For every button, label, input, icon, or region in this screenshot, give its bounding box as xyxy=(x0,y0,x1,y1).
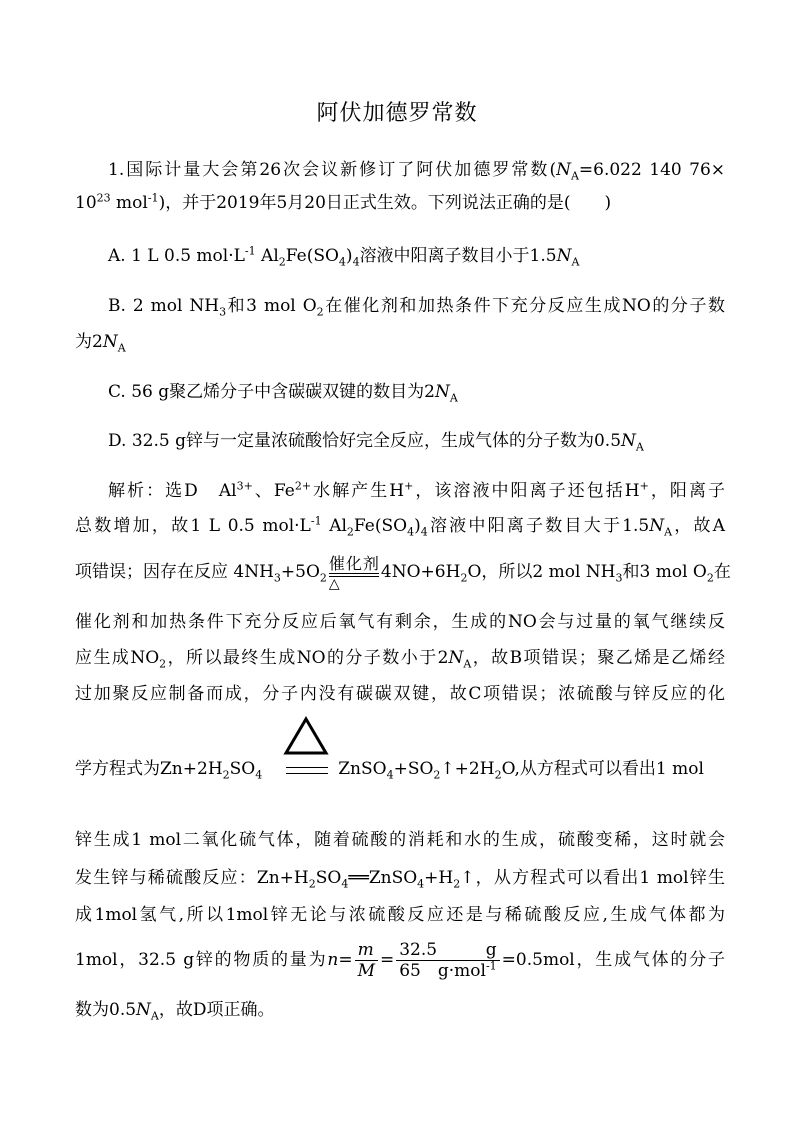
option-c: C. 56 g聚乙烯分子中含碳碳双键的数目为$2N_A$ xyxy=(108,382,458,405)
question-line-2: $10^{23}$ mol$^{-1}$)，并于2019年5月20日正式生效。下列说法正确的是( ) xyxy=(75,191,612,213)
option-b: B. 2 mol $NH_3$和3 mol $O_2$在催化剂和加热条件下充分反应生成NO的分子数 xyxy=(108,296,726,319)
option-b-line-2: 为$2N_A$ xyxy=(75,332,126,355)
analysis-line-5: 应生成$NO_2$，所以最终生成NO的分子数小于$2N_A$，故B项错误；聚乙烯是乙烯经 xyxy=(75,648,725,671)
analysis-line-11: 1mol，32.5 g锌的物质的量为n= $\frac{m}{M}$ = $\frac{32.5 g}{65 g\cdot mol^{-1}}$ =0.5mol，生成气体的分子 xyxy=(75,940,726,981)
analysis-line-3: 项错误；因存在反应 $4NH_3+5O_2$ 催化剂 △ $4NO+6H_2O$，所以2 mol $NH_3$和3 mol $O_2$在 xyxy=(75,553,731,592)
analysis-line-12: 数为$0.5N_A$，故D项正确。 xyxy=(75,1000,275,1023)
question-line-1: 1.国际计量大会第26次会议新修订了阿伏加德罗常数($N_A=6.022$ 140 76× xyxy=(108,160,726,183)
option-a: A. 1 L 0.5 $mol\cdot L^{-1}$ $Al_2Fe(SO_4)_4$溶液中阳离子数目小于$1.5N_A$ xyxy=(108,244,580,269)
page-title: 阿伏加德罗常数 xyxy=(316,101,478,126)
fraction-mass-over-molar-mass: $\frac{32.5 g}{65 g\cdot mol^{-1}}$ xyxy=(396,940,499,981)
analysis-line-6: 过加聚反应制备而成，分子内没有碳碳双键，故C项错误；浓硫酸与锌反应的化 xyxy=(75,684,725,704)
analysis-line-7: 学方程式为$Zn+2H_2SO_4$ $ZnSO_4+SO_2↑+2H_2O$,从方程式可以看出1 mol xyxy=(75,759,704,782)
option-d: D. 32.5 g锌与一定量浓硫酸恰好完全反应，生成气体的分子数为$0.5N_A$ xyxy=(108,431,644,454)
analysis-line-9: 发生锌与稀硫酸反应：$Zn+H_2SO_4══ZnSO_4+H_2↑$，从方程式可以看出1 mol锌生 xyxy=(75,868,725,891)
analysis-line-10: 成1mol氢气,所以1mol锌无论与浓硫酸反应还是与稀硫酸反应,生成气体都为 xyxy=(75,905,725,925)
analysis-line-4: 催化剂和加热条件下充分反应后氧气有剩余，生成的NO会与过量的氧气继续反 xyxy=(75,612,725,632)
fraction-m-over-M: $\frac{m}{M}$ xyxy=(355,940,378,981)
analysis-line-2: 总数增加，故1 L 0.5 $mol\cdot L^{-1}$ $Al_2Fe(SO_4)_4$溶液中阳离子数目大于$1.5N_A$，故A xyxy=(75,514,725,539)
analysis-line-1: 解析：选D $Al^{3+}$、$Fe^{2+}$水解产生H+，该溶液中阳离子还包括H+，阳离子 xyxy=(108,479,726,501)
heat-triangle-icon: △ xyxy=(328,575,340,592)
reaction-condition: 催化剂 △ xyxy=(328,553,379,592)
heat-triangle-icon xyxy=(283,716,329,756)
analysis-line-8: 锌生成1 mol二氧化硫气体，随着硫酸的消耗和水的生成，硫酸变稀，这时就会 xyxy=(75,830,725,850)
